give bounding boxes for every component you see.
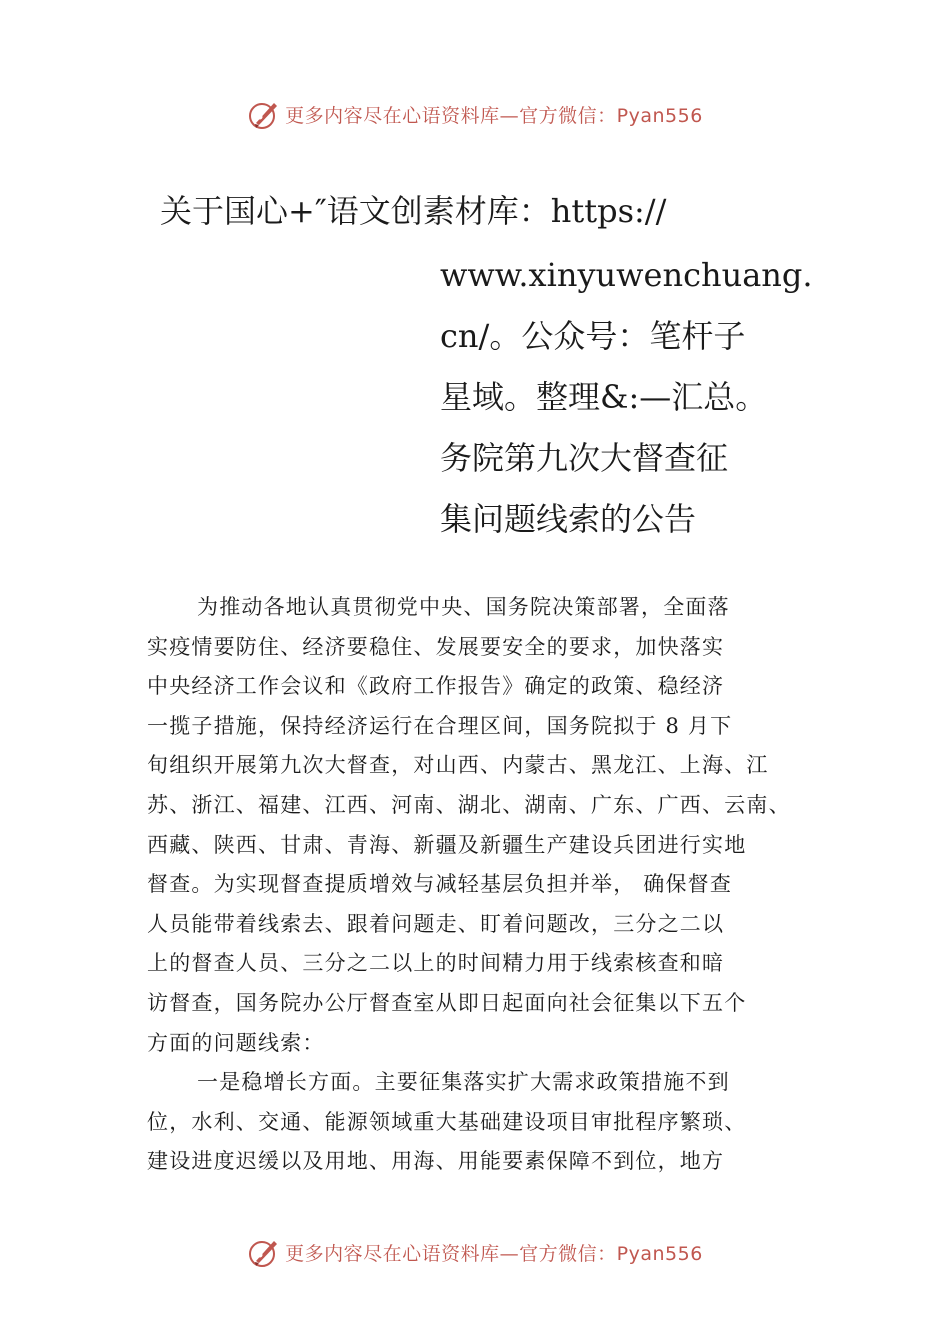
title-line: www.xinyuwenchuang. [440, 256, 813, 294]
paragraph-line: 旬组织开展第九次大督查，对山西、内蒙古、黑龙江、上海、江 [147, 753, 769, 778]
paragraph-line: 为推动各地认真贯彻党中央、国务院决策部署，全面落 [197, 595, 730, 619]
wechat-handle: Pyan556 [616, 1242, 703, 1265]
paragraph-line: 建设进度迟缓以及用地、用海、用能要素保障不到位，地方 [147, 1149, 725, 1174]
title-line: 务院第九次大督查征 [440, 439, 729, 477]
document-title-first-line: 关于国心+″语文创素材库：https:// [160, 192, 667, 230]
paragraph-line: 一揽子措施，保持经济运行在合理区间，国务院拟于 8 月下 [147, 713, 733, 738]
paragraph-line: 实疫情要防住、经济要稳住、发展要安全的要求，加快落实 [147, 634, 725, 659]
wechat-handle: Pyan556 [616, 104, 703, 127]
paragraph-line: 人员能带着线索去、跟着问题走、盯着问题改，三分之二以 [147, 911, 725, 936]
paragraph-line: 访督查，国务院办公厅督查室从即日起面向社会征集以下五个 [147, 990, 747, 1015]
footer-watermark-banner [0, 1232, 950, 1272]
title-line: 星域。整理&:—汇总。 [440, 378, 768, 416]
paragraph-line: 西藏、陕西、甘肃、青海、新疆及新疆生产建设兵团进行实地 [147, 832, 747, 857]
title-line: cn/。公众号：笔杆子 [440, 317, 746, 355]
document-title-continuation [440, 245, 860, 550]
watermark-text: 更多内容尽在心语资料库—官方微信：Pyan556 [285, 1242, 703, 1265]
paragraph-line: 督查。为实现督查提质增效与减轻基层负担并举， 确保督查 [147, 872, 733, 897]
watermark-text: 更多内容尽在心语资料库—官方微信：Pyan556 [285, 104, 703, 127]
paragraph-line: 位，水利、交通、能源领域重大基础建设项目审批程序繁琐、 [147, 1109, 747, 1134]
paragraph-line: 方面的问题线索： [147, 1030, 325, 1055]
paragraph-line: 上的督查人员、三分之二以上的时间精力用于线索核查和暗 [147, 951, 725, 976]
paragraph-line: 一是稳增长方面。主要征集落实扩大需求政策措施不到 [197, 1070, 730, 1095]
quill-pen-logo-icon [247, 1235, 281, 1269]
document-body [147, 588, 847, 1182]
paragraph-line: 苏、浙江、福建、江西、河南、湖北、湖南、广东、广西、云南、 [147, 792, 791, 817]
header-watermark-banner [0, 94, 950, 134]
paragraph-line: 中央经济工作会议和《政府工作报告》确定的政策、稳经济 [147, 674, 725, 699]
title-line: 集问题线索的公告 [440, 500, 697, 538]
quill-pen-logo-icon [247, 97, 281, 131]
